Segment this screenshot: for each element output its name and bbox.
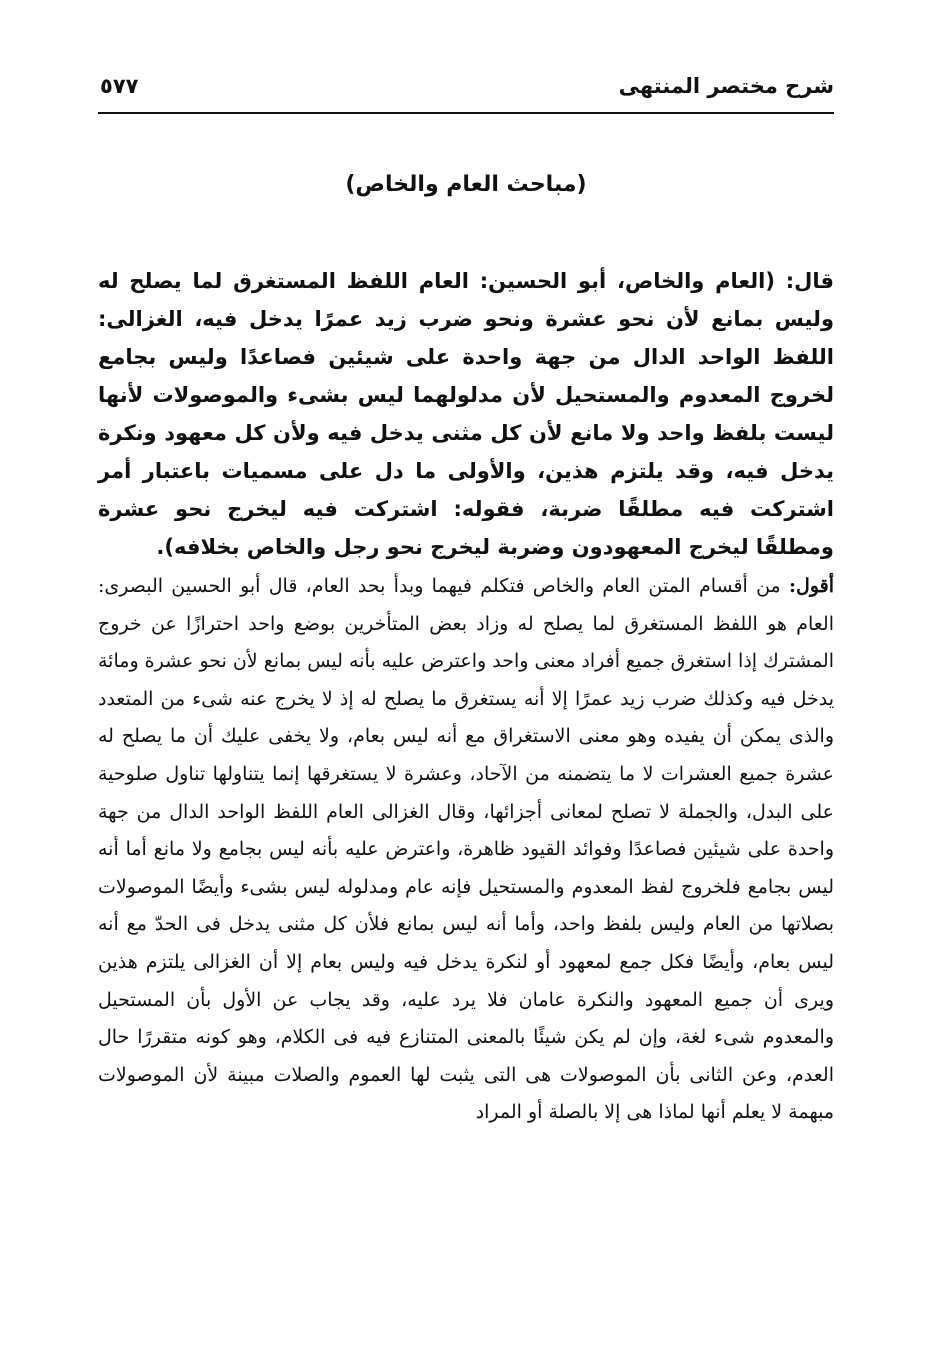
commentary-block [98, 568, 834, 1132]
commentary-text: من أقسام المتن العام والخاص فتكلم فيهما وبدأ بحد العام، قال أبو الحسين البصرى: العام هو اللفظ المستغرق لما يصلح له وزاد بعض المتأخرين بوضع واحد احترازًا عن خروج المشترك إذا استغرق جميع أفراد معنى واحد واعترض عليه بأنه ليس بمانع لأن نحو عشرة ومائة يدخل فيه وكذلك ضرب زيد عمرًا إلا أنه يستغرق ما يصلح له إذ لا يخرج عنه شىء من المتعدد والذى يمكن أن يفيده وهو معنى الاستغراق مع أنه ليس بعام، ولا يخفى عليك أن ما يصلح له عشرة جميع العشرات لا ما يتضمنه من الآحاد، وعشرة لا يستغرقها إنما يتناولها تناول صلوحية على البدل، والجملة لا تصلح لمعانى أجزائها، وقال الغزالى العام اللفظ الواحد الدال من جهة واحدة على شيئين فصاعدًا وفوائد القيود ظاهرة، واعترض عليه بأنه ليس بجامع ولا مانع أما أنه ليس بجامع فلخروج لفظ المعدوم والمستحيل فإنه عام ومدلوله ليس بشىء وأيضًا الموصولات بصلاتها من العام وليس بلفظ واحد، وأما أنه ليس بمانع فلأن كل مثنى يدخل فى الحدّ مع أنه ليس بعام، وأيضًا فكل جمع لمعهود أو لنكرة يدخل فيه وليس بعام إلا أن الغزالى يلتزم هذين ويرى أن جميع المعهود والنكرة عامان فلا يرد عليه، وقد يجاب عن الأول بأن المستحيل والمعدوم شىء لغة، وإن لم يكن شيئًا بالمعنى المتنازع فيه فى الكلام، وهو كونه متقررًا حال العدم، وعن الثانى بأن الموصولات هى التى يثبت لها العموم والصلات مبينة لأن الموصولات مبهمة لا يعلم أنها لماذا هى إلا بالصلة أو المراد [98, 575, 834, 1124]
section-heading: (مباحث العام والخاص) [345, 172, 587, 197]
header-rule [98, 112, 834, 114]
page-number: ٥٧٧ [100, 74, 139, 98]
quoted-text-block: قال: (العام والخاص، أبو الحسين: العام اللفظ المستغرق لما يصلح له وليس بمانع لأن نحو عشرة ونحو ضرب زيد عمرًا يدخل فيه، الغزالى: اللفظ الواحد الدال من جهة واحدة على شيئين فصاعدًا وليس بجامع لخروج المعدوم والمستحيل لأن مدلولهما ليس بشىء والموصولات لأنها ليست بلفظ واحد ولا مانع لأن كل مثنى يدخل فيه ولأن كل معهود ونكرة يدخل فيه، وقد يلتزم هذين، والأولى ما دل على مسميات باعتبار أمر اشتركت فيه مطلقًا ضربة، فقوله: اشتركت فيه ليخرج نحو عشرة ومطلقًا ليخرج المعهودون وضربة ليخرج نحو رجل والخاص بخلافه). [98, 269, 834, 559]
running-title: شرح مختصر المنتهى [618, 74, 834, 98]
commentary-label: أقول: [789, 575, 834, 597]
